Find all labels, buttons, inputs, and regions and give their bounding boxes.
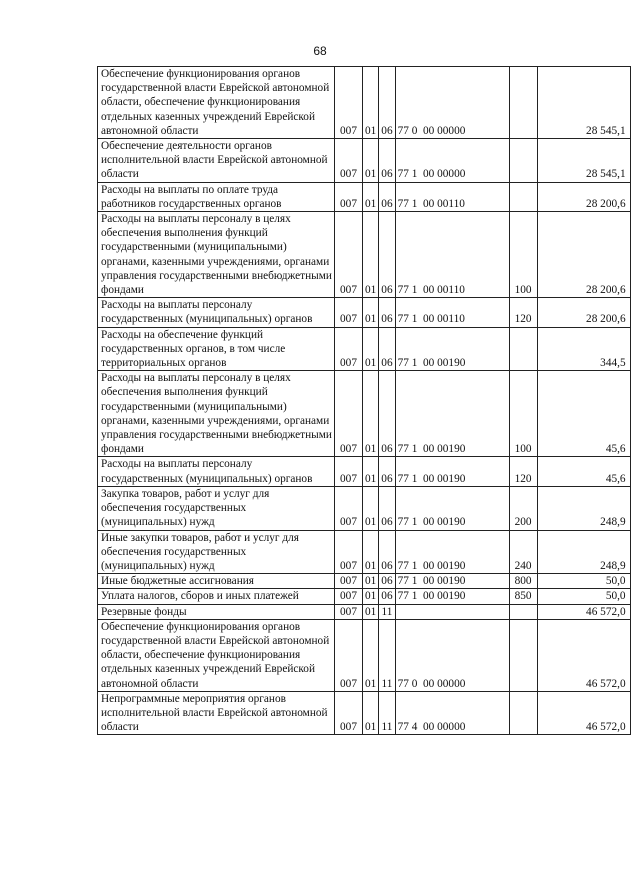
table-row	[98, 457, 631, 486]
grbs-code-cell: 007	[335, 298, 363, 327]
expense-name-cell: Расходы на обеспечение функций государственных органов, в том числе территориальных органов	[98, 327, 335, 371]
amount-cell: 46 572,0	[537, 691, 630, 735]
amount-cell: 45,6	[537, 371, 630, 457]
subsection-code-cell: 06	[379, 530, 395, 574]
subsection-code-cell: 06	[379, 298, 395, 327]
subsection-code-cell: 06	[379, 139, 395, 183]
section-code-cell: 01	[363, 139, 379, 183]
expense-name-cell: Расходы на выплаты по оплате труда работников государственных органов	[98, 182, 335, 211]
amount-cell: 50,0	[537, 574, 630, 589]
subsection-code-cell: 11	[379, 691, 395, 735]
expense-type-cell	[509, 182, 537, 211]
section-code-cell: 01	[363, 530, 379, 574]
table-row	[98, 589, 631, 604]
grbs-code-cell: 007	[335, 67, 363, 139]
section-code-cell: 01	[363, 604, 379, 619]
amount-cell: 248,9	[537, 486, 630, 530]
section-code-cell: 01	[363, 182, 379, 211]
amount-cell: 28 200,6	[537, 182, 630, 211]
target-article-cell: 77 0 00 00000	[395, 67, 509, 139]
target-article-cell: 77 4 00 00000	[395, 691, 509, 735]
expense-type-cell	[509, 619, 537, 691]
expense-name-cell: Иные бюджетные ассигнования	[98, 574, 335, 589]
subsection-code-cell: 06	[379, 486, 395, 530]
target-article-cell: 77 1 00 00110	[395, 298, 509, 327]
target-article-cell: 77 1 00 00190	[395, 574, 509, 589]
subsection-code-cell: 06	[379, 457, 395, 486]
table-row	[98, 604, 631, 619]
section-code-cell: 01	[363, 298, 379, 327]
grbs-code-cell: 007	[335, 371, 363, 457]
table-row	[98, 574, 631, 589]
expense-name-cell: Закупка товаров, работ и услуг для обеспечения государственных (муниципальных) нужд	[98, 486, 335, 530]
expense-type-cell	[509, 67, 537, 139]
table-row	[98, 327, 631, 371]
table-row	[98, 298, 631, 327]
amount-cell: 45,6	[537, 457, 630, 486]
target-article-cell: 77 1 00 00190	[395, 327, 509, 371]
expense-type-cell	[509, 604, 537, 619]
section-code-cell: 01	[363, 457, 379, 486]
section-code-cell: 01	[363, 589, 379, 604]
expense-type-cell	[509, 139, 537, 183]
target-article-cell: 77 1 00 00190	[395, 371, 509, 457]
expense-type-cell	[509, 691, 537, 735]
subsection-code-cell: 06	[379, 67, 395, 139]
expense-name-cell: Обеспечение деятельности органов исполнительной власти Еврейской автономной области	[98, 139, 335, 183]
expense-type-cell: 120	[509, 457, 537, 486]
table-row	[98, 486, 631, 530]
target-article-cell	[395, 604, 509, 619]
budget-table	[97, 66, 631, 735]
subsection-code-cell: 06	[379, 371, 395, 457]
target-article-cell: 77 1 00 00190	[395, 486, 509, 530]
target-article-cell: 77 0 00 00000	[395, 619, 509, 691]
expense-name-cell: Обеспечение функционирования органов государственной власти Еврейской автономной области, обеспечение функционирования отдельных казенных учреждений Еврейской автономной области	[98, 67, 335, 139]
subsection-code-cell: 06	[379, 212, 395, 298]
grbs-code-cell: 007	[335, 212, 363, 298]
table-row	[98, 212, 631, 298]
expense-name-cell: Иные закупки товаров, работ и услуг для обеспечения государственных (муниципальных) нужд	[98, 530, 335, 574]
amount-cell: 46 572,0	[537, 619, 630, 691]
expense-type-cell: 100	[509, 212, 537, 298]
expense-type-cell: 240	[509, 530, 537, 574]
grbs-code-cell: 007	[335, 574, 363, 589]
section-code-cell: 01	[363, 327, 379, 371]
amount-cell: 248,9	[537, 530, 630, 574]
grbs-code-cell: 007	[335, 139, 363, 183]
grbs-code-cell: 007	[335, 457, 363, 486]
expense-type-cell: 800	[509, 574, 537, 589]
amount-cell: 344,5	[537, 327, 630, 371]
expense-type-cell: 200	[509, 486, 537, 530]
table-row	[98, 619, 631, 691]
table-row	[98, 530, 631, 574]
expense-name-cell: Обеспечение функционирования органов государственной власти Еврейской автономной области, обеспечение функционирования отдельных казенных учреждений Еврейской автономной области	[98, 619, 335, 691]
section-code-cell: 01	[363, 67, 379, 139]
table-row	[98, 371, 631, 457]
subsection-code-cell: 06	[379, 589, 395, 604]
amount-cell: 28 200,6	[537, 212, 630, 298]
amount-cell: 28 545,1	[537, 139, 630, 183]
subsection-code-cell: 06	[379, 182, 395, 211]
grbs-code-cell: 007	[335, 530, 363, 574]
target-article-cell: 77 1 00 00110	[395, 212, 509, 298]
expense-name-cell: Расходы на выплаты персоналу государственных (муниципальных) органов	[98, 457, 335, 486]
grbs-code-cell: 007	[335, 604, 363, 619]
page-number: 68	[313, 44, 327, 58]
target-article-cell: 77 1 00 00190	[395, 457, 509, 486]
table-row	[98, 139, 631, 183]
table-row	[98, 67, 631, 139]
section-code-cell: 01	[363, 371, 379, 457]
expense-type-cell: 850	[509, 589, 537, 604]
expense-type-cell: 120	[509, 298, 537, 327]
grbs-code-cell: 007	[335, 486, 363, 530]
grbs-code-cell: 007	[335, 619, 363, 691]
subsection-code-cell: 11	[379, 619, 395, 691]
budget-table-body	[98, 67, 631, 735]
target-article-cell: 77 1 00 00000	[395, 139, 509, 183]
target-article-cell: 77 1 00 00110	[395, 182, 509, 211]
grbs-code-cell: 007	[335, 691, 363, 735]
section-code-cell: 01	[363, 691, 379, 735]
subsection-code-cell: 06	[379, 574, 395, 589]
expense-name-cell: Расходы на выплаты персоналу государственных (муниципальных) органов	[98, 298, 335, 327]
table-row	[98, 182, 631, 211]
expense-name-cell: Расходы на выплаты персоналу в целях обеспечения выполнения функций государственными (муниципальными) органами, казенными учреждениями, органами управления государственными внебюджетными фондами	[98, 212, 335, 298]
amount-cell: 28 545,1	[537, 67, 630, 139]
amount-cell: 50,0	[537, 589, 630, 604]
expense-name-cell: Расходы на выплаты персоналу в целях обеспечения выполнения функций государственными (муниципальными) органами, казенными учреждениями, органами управления государственными внебюджетными фондами	[98, 371, 335, 457]
target-article-cell: 77 1 00 00190	[395, 589, 509, 604]
expense-name-cell: Резервные фонды	[98, 604, 335, 619]
section-code-cell: 01	[363, 619, 379, 691]
section-code-cell: 01	[363, 212, 379, 298]
target-article-cell: 77 1 00 00190	[395, 530, 509, 574]
expense-type-cell: 100	[509, 371, 537, 457]
section-code-cell: 01	[363, 486, 379, 530]
grbs-code-cell: 007	[335, 327, 363, 371]
table-row	[98, 691, 631, 735]
grbs-code-cell: 007	[335, 182, 363, 211]
expense-type-cell	[509, 327, 537, 371]
expense-name-cell: Уплата налогов, сборов и иных платежей	[98, 589, 335, 604]
subsection-code-cell: 11	[379, 604, 395, 619]
amount-cell: 28 200,6	[537, 298, 630, 327]
amount-cell: 46 572,0	[537, 604, 630, 619]
grbs-code-cell: 007	[335, 589, 363, 604]
subsection-code-cell: 06	[379, 327, 395, 371]
section-code-cell: 01	[363, 574, 379, 589]
expense-name-cell: Непрограммные мероприятия органов исполнительной власти Еврейской автономной области	[98, 691, 335, 735]
